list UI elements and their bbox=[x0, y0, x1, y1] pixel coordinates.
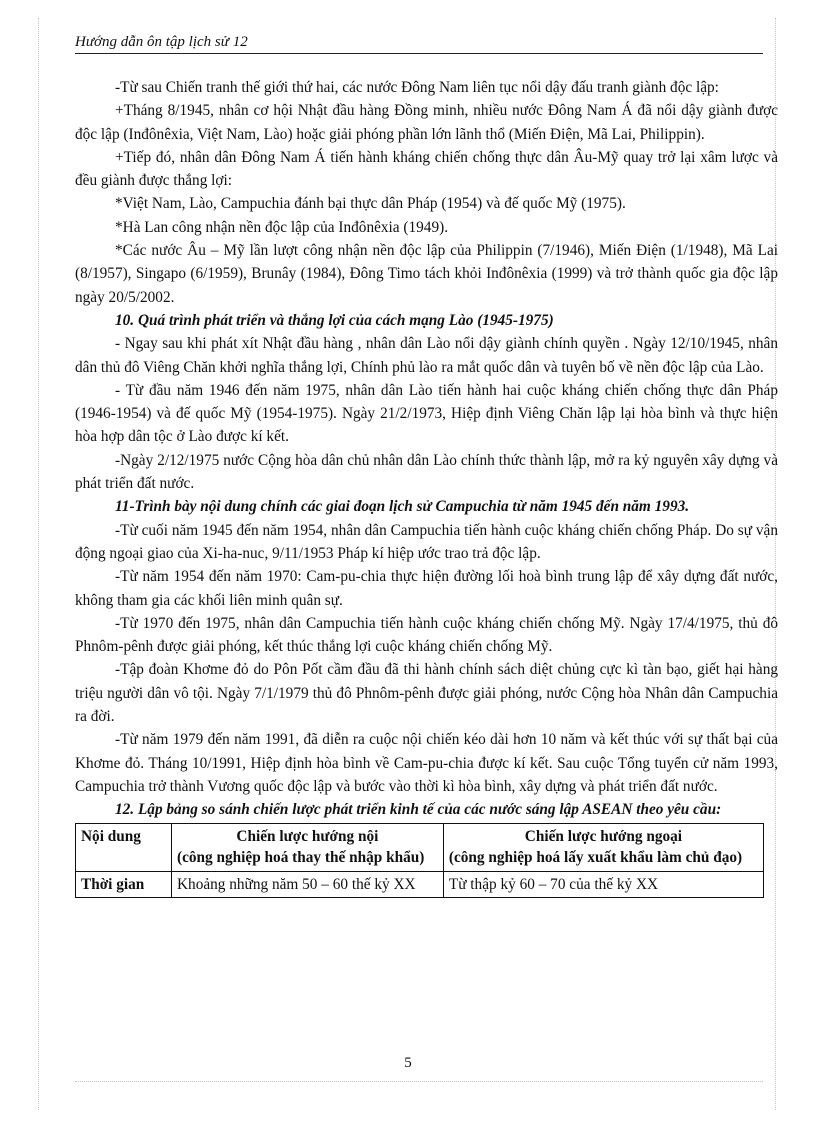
paragraph: +Tháng 8/1945, nhân cơ hội Nhật đầu hàng Đồng minh, nhiều nước Đông Nam Á đã nổi dậy giành được độc lập (Inđônêxia, Việt Nam, Lào) hoặc giải phóng phần lớn lãnh thổ (Miến Điện, Mã Lai, Philippin). bbox=[75, 102, 778, 143]
paragraph: -Từ năm 1954 đến năm 1970: Cam-pu-chia thực hiện đường lối hoà bình trung lập để xây dựng đất nước, không tham gia các khối liên minh quân sự. bbox=[75, 568, 778, 609]
table-header-outward bbox=[443, 823, 763, 871]
paragraph: -Từ 1970 đến 1975, nhân dân Campuchia tiến hành cuộc kháng chiến chống Mỹ. Ngày 17/4/1975, thủ đô Phnôm-pênh được giải phóng, kết thúc thắng lợi cuộc kháng chiến chống Mỹ. bbox=[75, 614, 778, 656]
table-header-row bbox=[76, 823, 764, 871]
section-heading: 12. Lập bảng so sánh chiến lược phát triển kinh tế của các nước sáng lập ASEAN theo yêu cầu: bbox=[115, 801, 722, 819]
paragraph: -Từ cuối năm 1945 đến năm 1954, nhân dân Campuchia tiến hành cuộc kháng chiến chống Pháp. Do sự vận động ngoại giao của Xi-ha-nuc, 9/11/1953 Pháp kí hiệp ước trao trả độc lập. bbox=[75, 521, 778, 562]
row-inward-cell: Khoảng những năm 50 – 60 thế kỷ XX bbox=[172, 871, 444, 898]
row-outward-cell: Từ thập kỷ 60 – 70 của thế kỷ XX bbox=[443, 871, 763, 898]
header-title: Hướng dẫn ôn tập lịch sử 12 bbox=[75, 34, 248, 50]
footer-divider bbox=[75, 1081, 763, 1082]
paragraph: -Từ sau Chiến tranh thế giới thứ hai, các nước Đông Nam liên tục nổi dậy đấu tranh giành độc lập: bbox=[115, 79, 719, 96]
paragraph: -Từ năm 1979 đến năm 1991, đã diễn ra cuộc nội chiến kéo dài hơn 10 năm và kết thúc với sự thất bại của Khơme đỏ. Tháng 10/1991, Hiệp định hòa bình về Cam-pu-chia được kí kết. Sau cuộc Tổng tuyển cử năm 1993, Campuchia trở thành Vương quốc độc lập và bước vào thời kì hòa bình, xây dựng và phát triển đất nước. bbox=[75, 731, 778, 795]
section-heading: 11-Trình bày nội dung chính các giai đoạn lịch sử Campuchia từ năm 1945 đến năm 1993. bbox=[115, 498, 690, 516]
table-row bbox=[76, 871, 764, 898]
outward-strategy-subtitle: (công nghiệp hoá lấy xuất khẩu làm chủ đạo) bbox=[448, 849, 743, 866]
table-header-label: Nội dung bbox=[76, 823, 172, 871]
paragraph: *Các nước Âu – Mỹ lần lượt công nhận nền độc lập của Philippin (7/1946), Miến Điện (1/1948), Mã Lai (8/1957), Singapo (6/1959), Brunây (1984), Đông Timo tách khỏi Inđônêxia (1999) và trở thành quốc gia độc lập ngày 20/5/2002. bbox=[75, 242, 778, 306]
inward-strategy-subtitle: (công nghiệp hoá thay thế nhập khẩu) bbox=[177, 849, 425, 866]
outward-strategy-title: Chiến lược hướng ngoại bbox=[524, 827, 683, 845]
paragraph: *Việt Nam, Lào, Campuchia đánh bại thực dân Pháp (1954) và đế quốc Mỹ (1975). bbox=[115, 195, 626, 213]
comparison-table bbox=[75, 823, 764, 899]
paragraph-list bbox=[75, 76, 778, 822]
paragraph: *Hà Lan công nhận nền độc lập của Inđônêxia (1949). bbox=[115, 218, 449, 236]
page-header bbox=[75, 34, 763, 54]
document-body bbox=[75, 76, 778, 898]
page-number: 5 bbox=[404, 1055, 412, 1071]
paragraph: -Ngày 2/12/1975 nước Cộng hòa dân chủ nhân dân Lào chính thức thành lập, mở ra kỷ nguyên xây dựng và phát triển đất nước. bbox=[75, 451, 778, 493]
inward-strategy-title: Chiến lược hướng nội bbox=[236, 827, 379, 845]
paragraph: -Tập đoàn Khơme đỏ do Pôn Pốt cầm đầu đã thi hành chính sách diệt chủng cực kì tàn bạo, giết hại hàng triệu người dân vô tội. Ngày 7/1/1979 thủ đô Phnôm-pênh được giải phóng, nước Cộng hòa Nhân dân Campuchia ra đời. bbox=[75, 661, 778, 726]
paragraph: +Tiếp đó, nhân dân Đông Nam Á tiến hành kháng chiến chống thực dân Âu-Mỹ quay trở lại xâm lược và đều giành được thắng lợi: bbox=[75, 148, 778, 190]
row-label: Thời gian bbox=[76, 871, 172, 898]
paragraph: - Ngay sau khi phát xít Nhật đầu hàng , nhân dân Lào nổi dậy giành chính quyền . Ngày 12/10/1945, nhân dân thủ đô Viêng Chăn khởi nghĩa thắng lợi, Chính phủ lào ra mắt quốc dân và tuyên bố về nền độc lập của Lào. bbox=[75, 335, 778, 376]
paragraph: - Từ đầu năm 1946 đến năm 1975, nhân dân Lào tiến hành hai cuộc kháng chiến chống thực dân Pháp (1946-1954) và đế quốc Mỹ (1954-1975). Ngày 21/2/1973, Hiệp định Viêng Chăn lập lại hòa bình và thực hiện hòa hợp dân tộc ở Lào được kí kết. bbox=[75, 381, 778, 446]
table-header-inward bbox=[172, 823, 444, 871]
section-heading: 10. Quá trình phát triển và thắng lợi của cách mạng Lào (1945-1975) bbox=[115, 311, 554, 329]
